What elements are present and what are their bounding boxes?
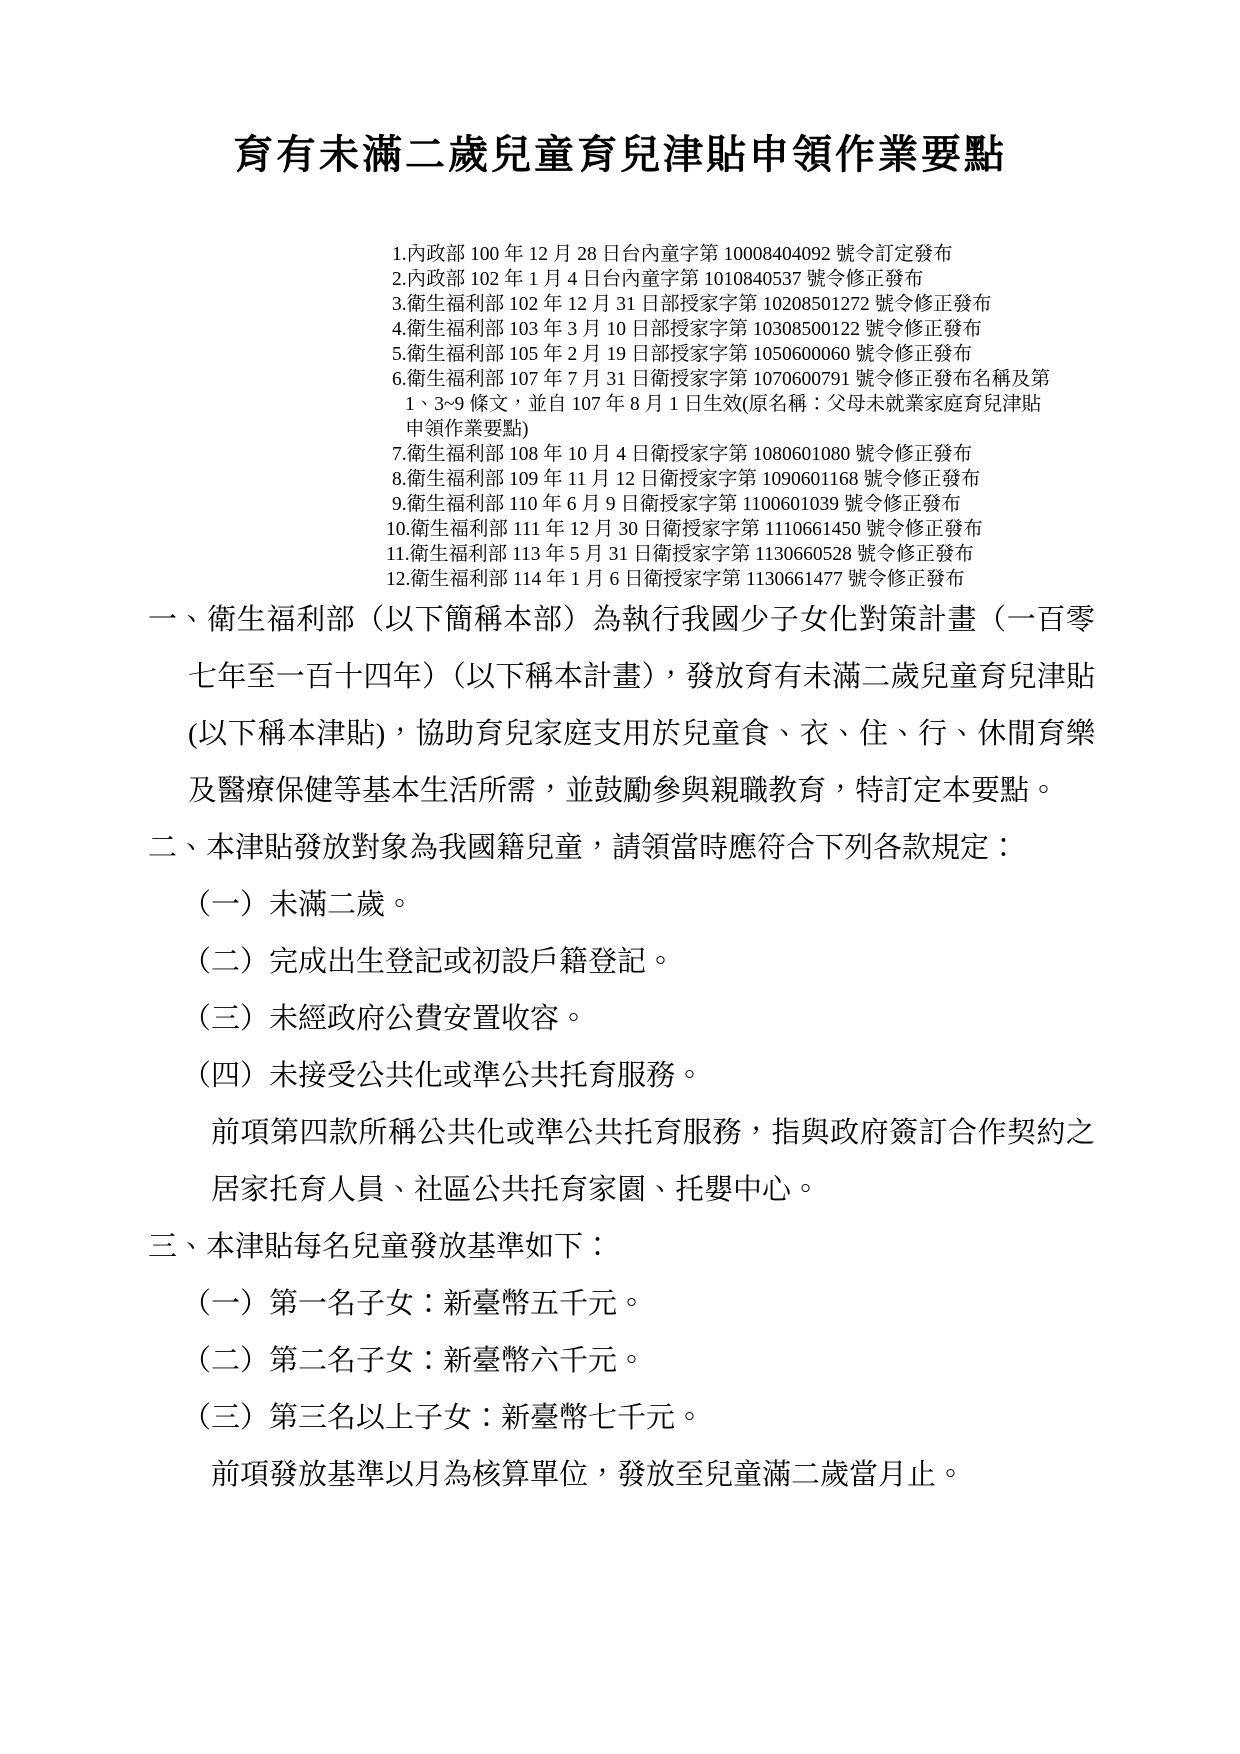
document-body <box>148 592 1095 1504</box>
revision-line: 6.衛生福利部 107 年 7 月 31 日衛授家字第 1070600791 號令修正發布名稱及第 1、3~9 條文，並自 107 年 8 月 1 日生效(原名稱：父母未就業家庭育兒津貼申領作業要點) <box>392 369 1051 440</box>
subsection-text: 第一名子女：新臺幣五千元。 <box>269 1288 647 1320</box>
subsection-paragraph <box>182 877 1095 934</box>
section-paragraph <box>148 592 1095 820</box>
proviso-text: 前項發放基準以月為核算單位，發放至兒童滿二歲當月止。 <box>211 1459 966 1491</box>
subsection-paragraph <box>182 1333 1095 1390</box>
proviso-paragraph <box>211 1105 1095 1219</box>
subsection-paragraph <box>182 991 1095 1048</box>
proviso-text: 前項第四款所稱公共化或準公共托育服務，指與政府簽訂合作契約之居家托育人員、社區公共托育家園、托嬰中心。 <box>211 1117 1095 1206</box>
subsection-marker: （一） <box>182 889 270 921</box>
subsection-marker: （二） <box>182 946 270 978</box>
revision-line: 10.衛生福利部 111 年 12 月 30 日衛授家字第 1110661450 號令修正發布 <box>386 519 983 540</box>
section-text: 本津貼每名兒童發放基準如下： <box>206 1231 613 1263</box>
section-marker: 二、 <box>148 832 207 864</box>
section-text: 衛生福利部（以下簡稱本部）為執行我國少子女化對策計畫（一百零七年至一百十四年）（以下稱本計畫），發放育有未滿二歲兒童育兒津貼(以下稱本津貼)，協助育兒家庭支用於兒童食、衣、住、行、休閒育樂及醫療保健等基本生活所需，並鼓勵參與親職教育，特訂定本要點。 <box>188 604 1095 807</box>
subsection-text: 未經政府公費安置收容。 <box>269 1003 589 1035</box>
section-text: 本津貼發放對象為我國籍兒童，請領當時應符合下列各款規定： <box>206 832 1019 864</box>
subsection-marker: （三） <box>182 1402 270 1434</box>
subsection-text: 完成出生登記或初設戶籍登記。 <box>269 946 676 978</box>
subsection-text: 未滿二歲。 <box>269 889 415 921</box>
section-paragraph <box>148 1219 1095 1276</box>
section-paragraph <box>148 820 1095 877</box>
subsection-text: 未接受公共化或準公共托育服務。 <box>269 1060 705 1092</box>
subsection-paragraph <box>182 1390 1095 1447</box>
revision-line: 12.衛生福利部 114 年 1 月 6 日衛授家字第 1130661477 號令修正發布 <box>386 569 965 590</box>
subsection-marker: （一） <box>182 1288 270 1320</box>
subsection-paragraph <box>182 1276 1095 1333</box>
revision-line: 8.衛生福利部 109 年 11 月 12 日衛授家字第 1090601168 號令修正發布 <box>392 469 981 490</box>
subsection-marker: （四） <box>182 1060 270 1092</box>
subsection-marker: （二） <box>182 1345 270 1377</box>
subsection-paragraph <box>182 934 1095 991</box>
proviso-paragraph <box>211 1447 1095 1504</box>
document-title: 育有未滿二歲兒童育兒津貼申領作業要點 <box>233 132 1007 177</box>
revision-line: 9.衛生福利部 110 年 6 月 9 日衛授家字第 1100601039 號令修正發布 <box>392 494 961 515</box>
revision-line: 7.衛生福利部 108 年 10 月 4 日衛授家字第 1080601080 號令修正發布 <box>392 444 973 465</box>
subsection-marker: （三） <box>182 1003 270 1035</box>
revision-line: 1.內政部 100 年 12 月 28 日台內童字第 10008404092 號令訂定發布 <box>392 244 953 265</box>
subsection-paragraph <box>182 1048 1095 1105</box>
revision-line: 5.衛生福利部 105 年 2 月 19 日部授家字第 1050600060 號令修正發布 <box>392 344 973 365</box>
revision-history <box>386 242 1058 592</box>
revision-line: 11.衛生福利部 113 年 5 月 31 日衛授家字第 1130660528 號令修正發布 <box>386 544 974 565</box>
revision-line: 4.衛生福利部 103 年 3 月 10 日部授家字第 10308500122 號令修正發布 <box>392 319 982 340</box>
section-marker: 三、 <box>148 1231 207 1263</box>
revision-line: 2.內政部 102 年 1 月 4 日台內童字第 1010840537 號令修正發布 <box>392 269 924 290</box>
subsection-text: 第三名以上子女：新臺幣七千元。 <box>269 1402 705 1434</box>
section-marker: 一、 <box>148 604 208 636</box>
revision-line: 3.衛生福利部 102 年 12 月 31 日部授家字第 10208501272 號令修正發布 <box>392 294 992 315</box>
subsection-text: 第二名子女：新臺幣六千元。 <box>269 1345 647 1377</box>
